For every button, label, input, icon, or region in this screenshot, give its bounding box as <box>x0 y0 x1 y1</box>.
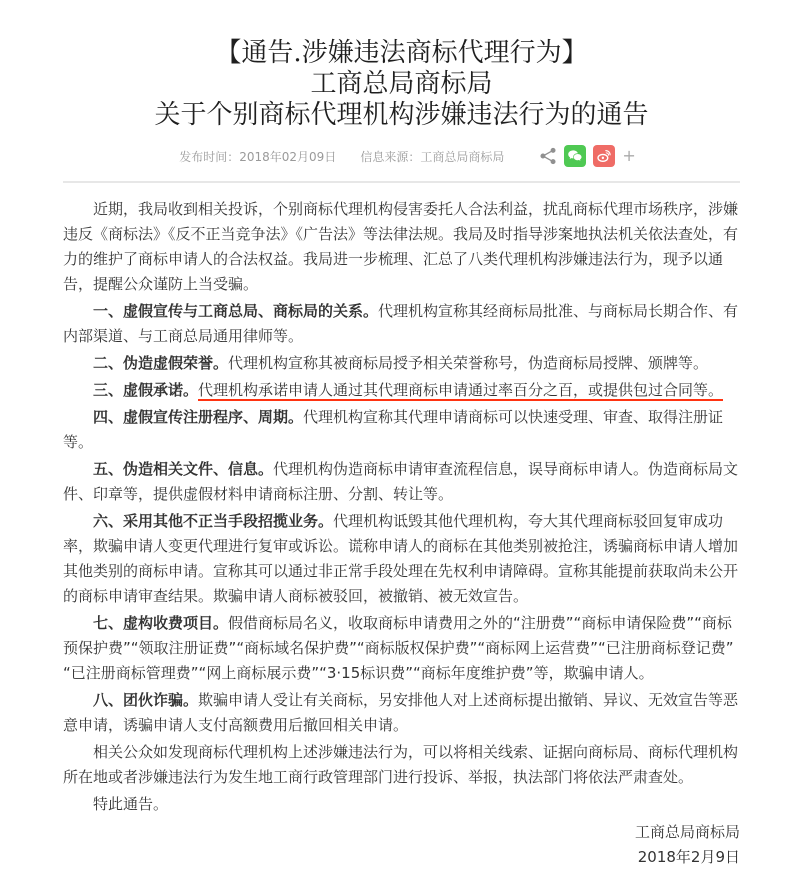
wechat-icon[interactable] <box>564 145 586 167</box>
notice-item-4-lead: 四、虚假宣传注册程序、周期。 <box>93 408 304 426</box>
notice-item-2-lead: 二、伪造虚假荣誉。 <box>93 354 229 372</box>
notice-item-6 <box>63 509 740 609</box>
weibo-icon[interactable] <box>593 145 615 167</box>
notice-item-1-lead: 一、虚假宣传与工商总局、商标局的关系。 <box>93 302 379 320</box>
notice-body <box>63 197 740 817</box>
publish-date: 发布时间：2018年02月09日 <box>179 149 337 164</box>
page-title-line-3: 关于个别商标代理机构涉嫌违法行为的通告 <box>154 100 649 130</box>
notice-item-8-body: 欺骗申请人受让有关商标，另安排他人对上述商标提出撤销、异议、无效宣告等恶意申请，诱骗申请人支付高额费用后撤回相关申请。 <box>63 691 739 734</box>
notice-item-7 <box>63 611 740 686</box>
notice-item-2 <box>63 351 740 376</box>
page-title-line-1: 【通告.涉嫌违法商标代理行为】 <box>215 38 588 68</box>
notice-item-5-lead: 五、伪造相关文件、信息。 <box>93 460 274 478</box>
info-source: 信息来源：工商总局商标局 <box>360 149 505 164</box>
notice-item-7-lead: 七、虚构收费项目。 <box>93 614 229 632</box>
notice-item-7-body: 假借商标局名义，收取商标申请费用之外的“注册费”“商标申请保险费”“商标预保护费”“领取注册证费”“商标域名保护费”“商标版权保护费”“商标网上运营费”“已注册商标登记费”“已注册商标管理费”“网上商标展示费”“3·15标识费”“商标年度维护费”等，欺骗申请人。 <box>63 614 734 682</box>
notice-item-6-lead: 六、采用其他不正当手段招揽业务。 <box>93 512 334 530</box>
closing-paragraph: 相关公众如发现商标代理机构上述涉嫌违法行为，可以将相关线索、证据向商标局、商标代理机构所在地或者涉嫌违法行为发生地工商行政管理部门进行投诉、举报，执法部门将依法严肃查处。 <box>63 743 739 786</box>
signature-date: 2018年2月9日 <box>637 848 740 866</box>
page-title <box>63 38 740 131</box>
notice-item-5-body: 代理机构伪造商标申请审查流程信息，误导商标申请人。伪造商标局文件、印章等，提供虚假材料申请商标注册、分割、转让等。 <box>63 460 739 503</box>
notice-item-5 <box>63 457 740 507</box>
share-buttons <box>532 145 635 167</box>
article-meta-row <box>63 145 740 167</box>
signature-org: 工商总局商标局 <box>634 823 740 841</box>
notice-item-1 <box>63 299 740 349</box>
intro-paragraph: 近期，我局收到相关投诉，个别商标代理机构侵害委托人合法利益，扰乱商标代理市场秩序，涉嫌违反《商标法》《反不正当竞争法》《广告法》等法律法规。我局及时指导涉案地执法机关依法查处，有力的维护了商标申请人的合法权益。我局进一步梳理、汇总了八类代理机构涉嫌违法行为，现予以通告，提醒公众谨防上当受骗。 <box>63 200 739 293</box>
notice-item-6-body: 代理机构诋毁其他代理机构，夸大其代理商标驳回复审成功率，欺骗申请人变更代理进行复审或诉讼。谎称申请人的商标在其他类别被抢注，诱骗商标申请人增加其他类别的商标申请。宣称其可以通过非正常手段处理在先权利申请障碍。宣称其能提前获取尚未公开的商标申请审查结果。欺骗申请人商标被驳回，被撤销、被无效宣告。 <box>63 512 739 605</box>
notice-item-2-body: 代理机构宣称其被商标局授予相关荣誉称号，伪造商标局授牌、颁牌等。 <box>228 354 709 372</box>
notice-item-4-body: 代理机构宣称其代理申请商标可以快速受理、审查、取得注册证等。 <box>63 408 724 451</box>
notice-item-3-body-underlined: 代理机构承诺申请人通过其代理商标申请通过率百分之百，或提供包过合同等。 <box>198 381 724 399</box>
notice-item-3-lead: 三、虚假承诺。 <box>93 381 199 399</box>
page-title-line-2: 工商总局商标局 <box>310 69 493 99</box>
share-icon[interactable] <box>539 147 557 165</box>
notice-item-8-lead: 八、团伙诈骗。 <box>93 691 199 709</box>
final-note: 特此通告。 <box>93 795 169 813</box>
notice-item-8 <box>63 688 740 738</box>
plus-icon[interactable]: + <box>622 146 636 165</box>
signature-block <box>63 820 740 870</box>
header-divider <box>63 181 740 183</box>
notice-item-1-body: 代理机构宣称其经商标局批准、与商标局长期合作、有内部渠道、与工商总局通用律师等。 <box>63 302 739 345</box>
notice-item-3 <box>63 378 740 403</box>
notice-item-4 <box>63 405 740 455</box>
